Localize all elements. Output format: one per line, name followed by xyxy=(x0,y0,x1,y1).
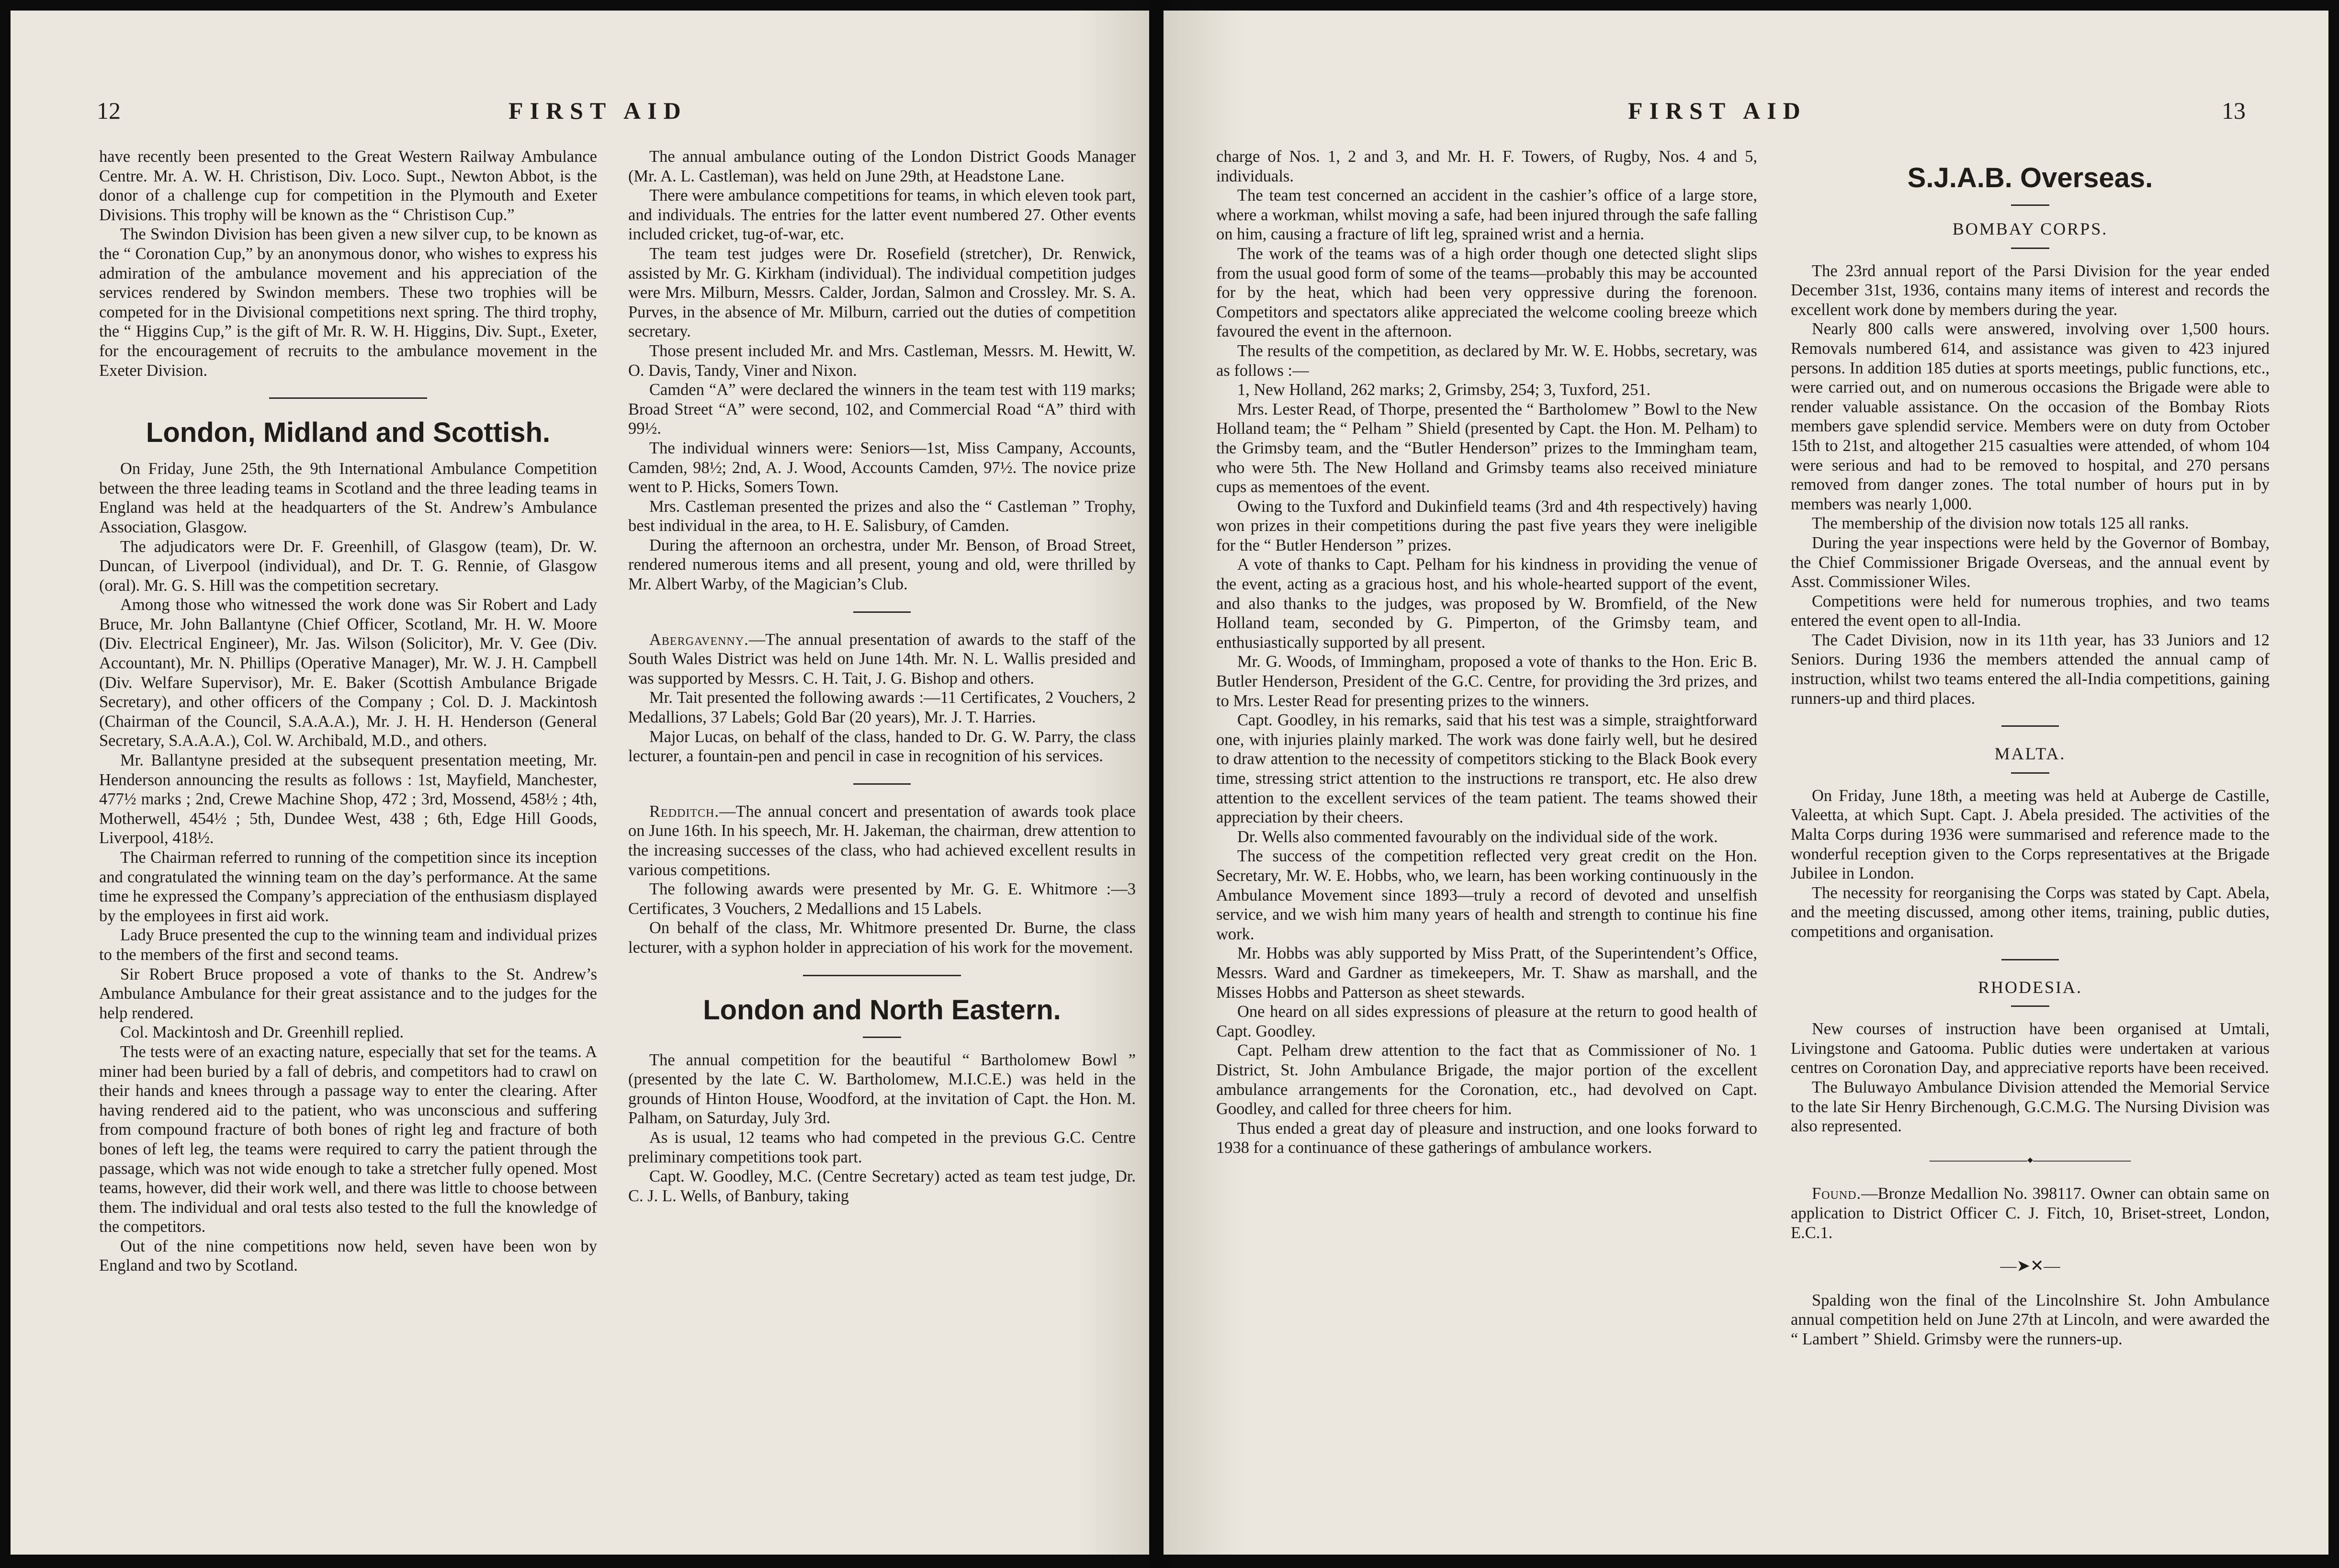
paragraph: There were ambulance competitions for teams, in which eleven took part, and individuals. The entries for the latter event numbered 27. Other events included cricket, tug-of-war, etc. xyxy=(628,186,1136,244)
paragraph: Major Lucas, on behalf of the class, handed to Dr. G. W. Parry, the class lecturer, a fountain-pen and pencil in case in recognition of his services. xyxy=(628,727,1136,766)
paragraph: The annual ambulance outing of the London District Goods Manager (Mr. A. L. Castleman), was held on June 29th, at Headstone Lane. xyxy=(628,147,1136,185)
paragraph: The individual winners were: Seniors—1st, Miss Campany, Accounts, Camden, 98½; 2nd, A. J. Wood, Accounts Camden, 97½. The novice prize went to P. Hicks, Somers Town. xyxy=(628,439,1136,496)
paragraph: Lady Bruce presented the cup to the winning team and individual prizes to the members of the first and second teams. xyxy=(99,926,597,964)
ornamental-divider: ——————⬩—————— xyxy=(1929,1151,2131,1169)
section-divider xyxy=(803,975,961,976)
item-lead: Redditch. xyxy=(649,802,719,821)
right-column-2 xyxy=(1791,147,2270,1349)
right-column-1 xyxy=(1216,147,1757,1158)
paragraph: During the year inspections were held by the Governor of Bombay, the Chief Commissioner Brigade Overseas, and the annual event by Asst. Commissioner Wiles. xyxy=(1791,533,2270,591)
paragraph: The team test concerned an accident in the cashier’s office of a large store, where a workman, whilst moving a safe, had been injured through the safe falling on him, causing a fracture of lift leg, sprained wrist and a hernia. xyxy=(1216,186,1757,244)
paragraph: Mrs. Lester Read, of Thorpe, presented the “ Bartholomew ” Bowl to the New Holland team; the “ Pelham ” Shield (presented by Capt. the Hon. M. Pelham) to the Grimsby team, and the “Butler Henderson” prizes to the Immingham team, who were 5th. The New Holland and Grimsby teams also received miniature cups as mementoes of the event. xyxy=(1216,400,1757,496)
running-title-left: FIRST AID xyxy=(508,97,688,124)
paragraph: Col. Mackintosh and Dr. Greenhill replied. xyxy=(120,1023,404,1042)
paragraph: The team test judges were Dr. Rosefield (stretcher), Dr. Renwick, assisted by Mr. G. Kirkham (individual). The individual competition judges were Mrs. Milburn, Messrs. Calder, Jordan, Salmon and Crossley. Mr. S. A. Purves, in the absence of Mr. Milburn, carried out the duties of competition secretary. xyxy=(628,244,1136,341)
paragraph: Competitions were held for numerous trophies, and two teams entered the event open to all-India. xyxy=(1791,592,2270,630)
paragraph: Mr. G. Woods, of Immingham, proposed a vote of thanks to the Hon. Eric B. Butler Henderson, President of the G.C. Centre, for providing the 3rd prizes, and to Mrs. Lester Read for presenting prizes to the winners. xyxy=(1216,653,1757,710)
paragraph: Out of the nine competitions now held, seven have been won by England and two by Scotland. xyxy=(99,1237,597,1275)
paragraph: Capt. W. Goodley, M.C. (Centre Secretary) acted as team test judge, Dr. C. J. L. Wells, of Banbury, taking xyxy=(628,1167,1136,1205)
paragraph: Mrs. Castleman presented the prizes and also the “ Castleman ” Trophy, best individual in the area, to H. E. Salisbury, of Camden. xyxy=(628,497,1136,535)
section-heading-lner: London and North Eastern. xyxy=(703,994,1061,1026)
paragraph: The success of the competition reflected very great credit on the Hon. Secretary, Mr. W. E. Hobbs, who, we learn, has been working continuously in the Ambulance Movement since 1893—truly a record of devoted and unselfish service, and we wish him many years of health and strength to continue his fine work. xyxy=(1216,847,1757,943)
section-divider xyxy=(853,611,911,613)
paragraph: The following awards were presented by Mr. G. E. Whitmore :—3 Certificates, 3 Vouchers, 2 Medallions and 15 Labels. xyxy=(628,880,1136,918)
left-column-2 xyxy=(628,147,1136,1206)
paragraph: The 23rd annual report of the Parsi Division for the year ended December 31st, 1936, contains many items of interest and records the excellent work done by members during the year. xyxy=(1791,261,2270,319)
section-divider xyxy=(2001,725,2059,727)
paragraph: The Buluwayo Ambulance Division attended the Memorial Service to the late Sir Henry Birchenough, G.C.M.G. The Nursing Division was also represented. xyxy=(1791,1078,2270,1136)
paragraph: —Bronze Medallion No. 398117. Owner can obtain same on application to District Officer C. J. Fitch, 10, Briset-street, London, E.C.1. xyxy=(1791,1184,2270,1242)
subheading-bombay: BOMBAY CORPS. xyxy=(1952,219,2108,238)
paragraph: Mr. Hobbs was ably supported by Miss Pratt, of the Superintendent’s Office, Messrs. Ward and Gardner as timekeepers, Mr. T. Shaw as marshall, and the Misses Hobbs and Patterson as sheet stewards. xyxy=(1216,944,1757,1002)
item-lead: Found. xyxy=(1812,1184,1862,1203)
paragraph: A vote of thanks to Capt. Pelham for his kindness in providing the venue of the event, acting as a gracious host, and his whole-hearted support of the event, and also thanks to the judges, was proposed by W. Bromfield, of the New Holland team, seconded by G. Pimperton, of the Grimsby team, and enthusiastically supported by all present. xyxy=(1216,555,1757,652)
paragraph: One heard on all sides expressions of pleasure at the return to good health of Capt. Goodley. xyxy=(1216,1003,1757,1040)
section-heading-lms: London, Midland and Scottish. xyxy=(146,417,551,449)
section-divider xyxy=(269,397,427,399)
left-column-1 xyxy=(99,147,597,1275)
paragraph: The Cadet Division, now in its 11th year, has 33 Juniors and 12 Seniors. During 1936 the members attended the annual camp of instruction, whilst two teams entered the all-India competitions, gaining runners-up and third places. xyxy=(1791,631,2270,708)
paragraph: Those present included Mr. and Mrs. Castleman, Messrs. M. Hewitt, W. O. Davis, Tandy, Viner and Nixon. xyxy=(628,341,1136,380)
paragraph: The Swindon Division has been given a new silver cup, to be known as the “ Coronation Cup,” by an anonymous donor, who wishes to express his admiration of the ambulance movement and his appreciation of the services rendered by Swindon members. These two trophies will be competed for in the Divisional competitions next spring. The third trophy, the “ Higgins Cup,” is the gift of Mr. R. W. H. Higgins, Div. Supt., Exeter, for the encouragement of recruits to the ambulance movement in the Exeter Division. xyxy=(99,225,597,380)
paragraph: New courses of instruction have been organised at Umtali, Livingstone and Gatooma. Public duties were undertaken at various centres on Coronation Day, and appreciative reports have been received. xyxy=(1791,1020,2270,1077)
paragraph: Spalding won the final of the Lincolnshire St. John Ambulance annual competition held on June 27th at Lincoln, and were awarded the “ Lambert ” Shield. Grimsby were the runners-up. xyxy=(1791,1291,2270,1348)
paragraph: On behalf of the class, Mr. Whitmore presented Dr. Burne, the class lecturer, with a syphon holder in appreciation of his work for the movement. xyxy=(628,919,1136,957)
left-page xyxy=(11,11,1157,1555)
heading-underline xyxy=(2011,204,2049,206)
paragraph: have recently been presented to the Great Western Railway Ambulance Centre. Mr. A. W. H. Christison, Div. Loco. Supt., Newton Abbot, is the donor of a challenge cup for competition in the Plymouth and Exeter Divisions. This trophy will be known as the “ Christison Cup.” xyxy=(99,147,597,224)
paragraph: On Friday, June 25th, the 9th International Ambulance Competition between the three leading teams in Scotland and the three leading teams in England was held at the headquarters of the St. Andrew’s Ambulance Association, Glasgow. xyxy=(99,460,597,536)
paragraph: Among those who witnessed the work done was Sir Robert and Lady Bruce, Mr. John Ballantyne (Chief Officer, Scotland, Mr. H. W. Moore (Div. Electrical Engineer), Mr. Jas. Wilson (Solicitor), Mr. V. Gee (Div. Accountant), Mr. N. Phillips (Operative Manager), Mr. W. J. H. Campbell (Div. Welfare Supervisor), Mr. E. Baker (Scottish Ambulance Brigade Secretary), and other officers of the Company ; Col. D. J. Mackintosh (Chairman of the Council, S.A.A.A.), Mr. J. H. H. Henderson (General Secretary, S.A.A.A.), Col. W. Archibald, M.D., and others. xyxy=(99,596,597,750)
paragraph: 1, New Holland, 262 marks; 2, Grimsby, 254; 3, Tuxford, 251. xyxy=(1237,381,1651,399)
paragraph: Thus ended a great day of pleasure and instruction, and one looks forward to 1938 for a continuance of these gatherings of ambulance workers. xyxy=(1216,1119,1757,1157)
paragraph: charge of Nos. 1, 2 and 3, and Mr. H. F. Towers, of Rugby, Nos. 4 and 5, individuals. xyxy=(1216,147,1757,185)
paragraph: The Chairman referred to running of the competition since its inception and congratulated the winning team on the day’s performance. At the same time he expressed the Company’s appreciation of the enthusiasm displayed by the employees in first aid work. xyxy=(99,848,597,925)
section-divider xyxy=(853,783,911,785)
paragraph: On Friday, June 18th, a meeting was held at Auberge de Castille, Valeetta, at which Supt. Capt. J. Abela presided. The activities of the Malta Corps during 1936 were summarised and reference made to the wonderful reception given to the Corps representatives at the Brigade Jubilee in London. xyxy=(1791,786,2270,883)
paragraph: As is usual, 12 teams who had competed in the previous G.C. Centre preliminary competitions took part. xyxy=(628,1128,1136,1166)
paragraph: The adjudicators were Dr. F. Greenhill, of Glasgow (team), Dr. W. Duncan, of Liverpool (individual), and Dr. T. G. Rennie, of Glasgow (oral). Mr. G. S. Hill was the competition secretary. xyxy=(99,537,597,595)
running-title-right: FIRST AID xyxy=(1628,97,1807,124)
paragraph: Sir Robert Bruce proposed a vote of thanks to the St. Andrew’s Ambulance Ambulance for their great assistance and to the judges for the help rendered. xyxy=(99,965,597,1022)
paragraph: Mr. Ballantyne presided at the subsequent presentation meeting, Mr. Henderson announcing the results as follows : 1st, Mayfield, Manchester, 477½ marks ; 2nd, Crewe Machine Shop, 472 ; 3rd, Mossend, 458½ ; 4th, Motherwell, 454½ ; 5th, Dundee West, 438 ; 6th, Edge Hill Goods, Liverpool, 418½. xyxy=(99,751,597,847)
ornamental-divider: —➤✕— xyxy=(2000,1257,2060,1275)
paragraph: Mr. Tait presented the following awards :—11 Certificates, 2 Vouchers, 2 Medallions, 37 Labels; Gold Bar (20 years), Mr. J. T. Harries. xyxy=(628,688,1136,727)
paragraph: Nearly 800 calls were answered, involving over 1,500 hours. Removals numbered 614, and assistance was given to 423 injured persons. In addition 185 duties at sports meetings, public functions, etc., were carried out, and on numerous occasions the Brigade were able to render valuable assistance. On the occasion of the Bombay Riots members gave splendid service. Members were on duty from October 15th to 21st, and altogether 215 casualties were attended, of whom 104 were serious and had to be removed to hospital, and 270 persans removed from danger zones. The total number of hours put in by members was nearly 1,000. xyxy=(1791,320,2270,513)
item-lead: Abergavenny. xyxy=(649,630,749,649)
paragraph: —The annual presentation of awards to the staff of the South Wales District was held on June 14th. Mr. N. L. Wallis presided and was supported by Messrs. C. H. Tait, J. G. Bishop and others. xyxy=(628,630,1136,688)
section-divider xyxy=(2001,959,2059,960)
paragraph: Camden “A” were declared the winners in the team test with 119 marks; Broad Street “A” were second, 102, and Commercial Road “A” third with 99½. xyxy=(628,381,1136,438)
paragraph: The annual competition for the beautiful “ Bartholomew Bowl ” (presented by the late C. W. Bartholomew, M.I.C.E.) was held in the grounds of Hinton House, Woodford, at the invitation of Capt. the Hon. M. Palham, on Saturday, July 3rd. xyxy=(628,1050,1136,1128)
paragraph: The tests were of an exacting nature, especially that set for the teams. A miner had been buried by a fall of debris, and competitors had to crawl on their hands and knees through a passage way to enter the clearing. After having rendered aid to the patient, who was unconscious and suffering from compound fracture of both bones of right leg and fracture of both bones of left leg, the teams were required to carry the patient through the passage, which was not wide enough to take a stretcher fully opened. Most teams, however, did their work well, and there was little to choose between them. The individual and oral tests also tested to the full the knowledge of the competitors. xyxy=(99,1042,597,1236)
subheading-underline xyxy=(2011,248,2049,249)
subheading-rhodesia: RHODESIA. xyxy=(1977,977,2082,997)
paragraph: The membership of the division now totals 125 all ranks. xyxy=(1812,514,2189,533)
subheading-underline xyxy=(2011,772,2049,774)
paragraph: Capt. Pelham drew attention to the fact that as Commissioner of No. 1 District, St. John Ambulance Brigade, the major portion of the excellent ambulance arrangements for the Coronation, etc., had devolved on Capt. Goodley, and called for three cheers for him. xyxy=(1216,1041,1757,1118)
paragraph: —The annual concert and presentation of awards took place on June 16th. In his speech, Mr. H. Jakeman, the chairman, drew attention to the increasing successes of the class, who had achieved excellent results in various competitions. xyxy=(628,802,1136,879)
right-page xyxy=(1164,11,2328,1555)
section-heading-sjab-overseas: S.J.A.B. Overseas. xyxy=(1907,162,2153,193)
page-number-left: 12 xyxy=(97,97,121,124)
paragraph: During the afternoon an orchestra, under Mr. Benson, of Broad Street, rendered numerous items and all present, young and old, were thrilled by Mr. Albert Warby, of the Magician’s Club. xyxy=(628,536,1136,594)
subheading-malta: MALTA. xyxy=(1994,744,2066,764)
subheading-underline xyxy=(2011,1005,2049,1007)
heading-underline xyxy=(863,1037,901,1038)
paragraph: The necessity for reorganising the Corps was stated by Capt. Abela, and the meeting discussed, among other items, training, public duties, competitions and organisation. xyxy=(1791,883,2270,941)
paragraph: Owing to the Tuxford and Dukinfield teams (3rd and 4th respectively) having won prizes in their competitions during the past five years they were ineligible for the “ Butler Henderson ” prizes. xyxy=(1216,497,1757,554)
paragraph: The work of the teams was of a high order though one detected slight slips from the usual good form of some of the teams—probably this may be accounted for by the heat, which had been very oppressive during the forenoon. Competitors and spectators alike appreciated the welcome cooling breeze which favoured the event in the afternoon. xyxy=(1216,244,1757,341)
page-number-right: 13 xyxy=(2222,97,2246,124)
paragraph: Capt. Goodley, in his remarks, said that his test was a simple, straightforward one, with injuries plainly marked. The work was done fairly well, but he desired to draw attention to the necessity of competitors sticking to the Black Book every time, stressing strict attention to the instructions re transport, etc. He also drew attention to the excellent services of the team patient. The teams showed their appreciation by their cheers. xyxy=(1216,711,1757,827)
paragraph: The results of the competition, as declared by Mr. W. E. Hobbs, secretary, was as follows :— xyxy=(1216,341,1757,380)
paragraph: Dr. Wells also commented favourably on the individual side of the work. xyxy=(1237,827,1718,846)
